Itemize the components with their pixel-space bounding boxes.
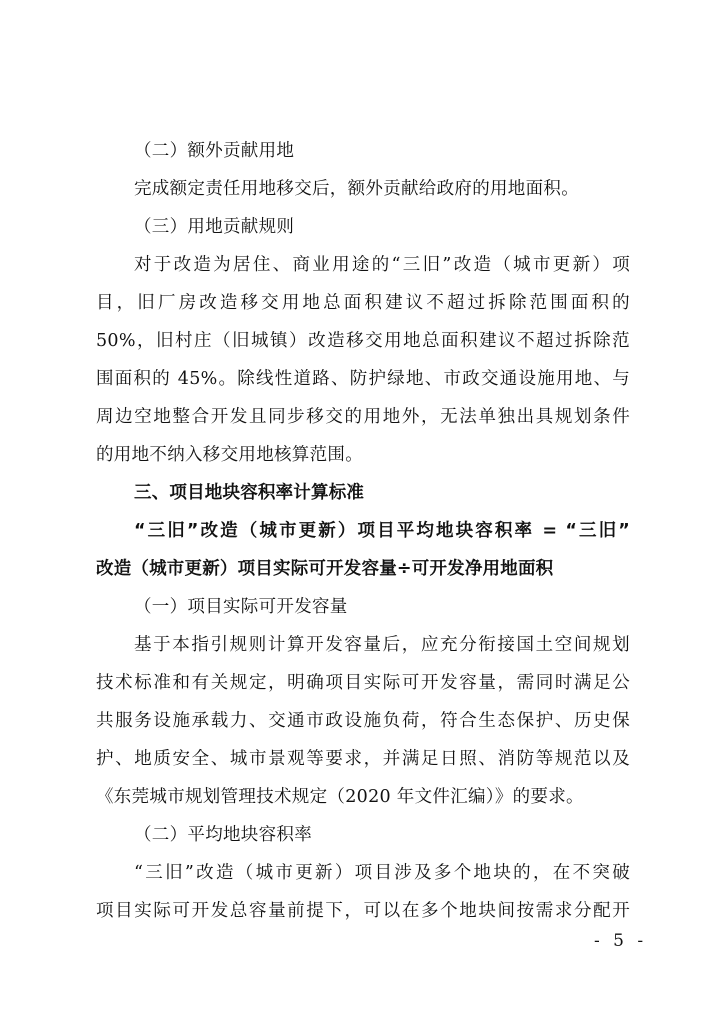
formula-line: “三旧”改造（城市更新）项目平均地块容积率 = “三旧” xyxy=(134,521,630,541)
formula-line: 改造（城市更新）项目实际可开发容量÷可开发净用地面积 xyxy=(96,559,554,579)
paragraph-line: 《东莞城市规划管理技术规定（2020 年文件汇编）》的要求。 xyxy=(96,787,584,807)
subheading-land-contribution-rules: （三）用地贡献规则 xyxy=(134,217,295,237)
subheading-average-plot-ratio: （二）平均地块容积率 xyxy=(134,825,312,845)
paragraph-line: 的用地不纳入移交用地核算范围。 xyxy=(96,445,363,465)
paragraph-line: 围面积的 45%。除线性道路、防护绿地、市政交通设施用地、与 xyxy=(96,369,630,389)
paragraph-line: 对于改造为居住、商业用途的“三旧”改造（城市更新）项 xyxy=(134,255,630,275)
paragraph-line: 技术标准和有关规定，明确项目实际可开发容量，需同时满足公 xyxy=(96,673,630,693)
paragraph-line: 完成额定责任用地移交后，额外贡献给政府的用地面积。 xyxy=(134,179,579,199)
paragraph-line: 护、地质安全、城市景观等要求，并满足日照、消防等规范以及 xyxy=(96,749,630,769)
page-number: - 5 - xyxy=(594,931,648,951)
subheading-extra-contribution-land: （二）额外贡献用地 xyxy=(134,141,295,161)
subheading-actual-capacity: （一）项目实际可开发容量 xyxy=(134,597,348,617)
paragraph-line: 共服务设施承载力、交通市政设施负荷，符合生态保护、历史保 xyxy=(96,711,630,731)
paragraph-line: 项目实际可开发总容量前提下，可以在多个地块间按需求分配开 xyxy=(96,901,630,921)
paragraph-line: 基于本指引规则计算开发容量后，应充分衔接国土空间规划 xyxy=(134,635,630,655)
paragraph-line: 周边空地整合开发且同步移交的用地外，无法单独出具规划条件 xyxy=(96,407,630,427)
paragraph-line: 50%，旧村庄（旧城镇）改造移交用地总面积建议不超过拆除范 xyxy=(96,331,630,351)
section-heading-plot-ratio: 三、项目地块容积率计算标准 xyxy=(134,483,365,503)
paragraph-line: “三旧”改造（城市更新）项目涉及多个地块的，在不突破 xyxy=(134,863,630,883)
paragraph-line: 目，旧厂房改造移交用地总面积建议不超过拆除范围面积的 xyxy=(96,293,630,313)
